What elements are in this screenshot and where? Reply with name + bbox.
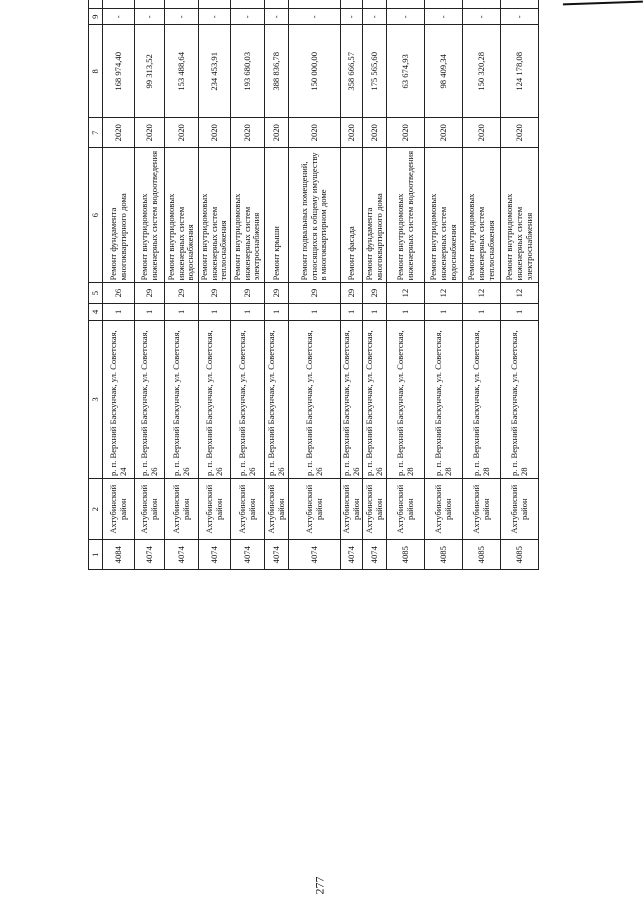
district-cell: Ахтубинский район: [231, 479, 265, 540]
table-row: [165, 0, 199, 570]
dash-2-cell: [387, 0, 425, 9]
cost-cell: 63 674,93: [387, 25, 425, 118]
object-code-cell: 4074: [165, 540, 199, 570]
table-row: [463, 0, 501, 570]
dash-1-cell: -: [387, 9, 425, 25]
cost-cell: 388 836,78: [265, 25, 289, 118]
apartments-cell: 29: [165, 283, 199, 303]
dash-1-cell: -: [425, 9, 463, 25]
header-cell-3: 3: [89, 320, 103, 478]
cost-cell: 153 488,64: [165, 25, 199, 118]
cost-cell: 99 313,52: [135, 25, 165, 118]
object-code-cell: 4074: [363, 540, 387, 570]
district-cell: Ахтубинский район: [135, 479, 165, 540]
year-cell: 2020: [363, 118, 387, 148]
apartments-cell: 29: [341, 283, 363, 303]
work-type-cell: Ремонт фасада: [341, 148, 363, 283]
year-cell: 2020: [199, 118, 231, 148]
dash-2-cell: [231, 0, 265, 9]
table-row: [363, 0, 387, 570]
header-cell-2: 2: [89, 479, 103, 540]
address-cell: р. п. Верхний Баскунчак, ул. Советская, 26: [165, 320, 199, 478]
dash-1-cell: -: [289, 9, 341, 25]
apartments-cell: 29: [363, 283, 387, 303]
apartments-cell: 29: [135, 283, 165, 303]
table-row: [387, 0, 425, 570]
year-cell: 2020: [265, 118, 289, 148]
address-cell: р. п. Верхний Баскунчак, ул. Советская, 26: [231, 320, 265, 478]
table-row: [135, 0, 165, 570]
page-number-text: 277: [312, 876, 327, 894]
table-body: [89, 0, 539, 570]
apartments-cell: 26: [103, 283, 135, 303]
cost-cell: 193 680,03: [231, 25, 265, 118]
dash-1-cell: -: [103, 9, 135, 25]
cost-cell: 168 974,40: [103, 25, 135, 118]
table-row: [425, 0, 463, 570]
year-cell: 2020: [231, 118, 265, 148]
object-code-cell: 4074: [135, 540, 165, 570]
district-cell: Ахтубинский район: [265, 479, 289, 540]
dash-2-cell: [103, 0, 135, 9]
district-cell: Ахтубинский район: [341, 479, 363, 540]
address-cell: р. п. Верхний Баскунчак, ул. Советская, 28: [387, 320, 425, 478]
header-cell-8: 8: [89, 25, 103, 118]
apartments-cell: 12: [501, 283, 539, 303]
apartments-cell: 29: [289, 283, 341, 303]
dash-2-cell: [363, 0, 387, 9]
number-cell: 1: [165, 303, 199, 320]
address-cell: р. п. Верхний Баскунчак, ул. Советская, 26: [363, 320, 387, 478]
dash-2-cell: [425, 0, 463, 9]
repair-schedule-table: [88, 0, 539, 570]
dash-1-cell: -: [231, 9, 265, 25]
district-cell: Ахтубинский район: [165, 479, 199, 540]
work-type-cell: Ремонт внутридомовых инженерных систем водоотведения: [387, 148, 425, 283]
table-row: [341, 0, 363, 570]
year-cell: 2020: [463, 118, 501, 148]
district-cell: Ахтубинский район: [363, 479, 387, 540]
object-code-cell: 4074: [341, 540, 363, 570]
cost-cell: 234 453,91: [199, 25, 231, 118]
cost-cell: 175 565,60: [363, 25, 387, 118]
number-cell: 1: [501, 303, 539, 320]
header-cell-7: 7: [89, 118, 103, 148]
header-cell-5: 5: [89, 283, 103, 303]
table-row: [265, 0, 289, 570]
dash-1-cell: -: [165, 9, 199, 25]
dash-2-cell: [199, 0, 231, 9]
district-cell: Ахтубинский район: [199, 479, 231, 540]
dash-1-cell: -: [265, 9, 289, 25]
table-row: [501, 0, 539, 570]
district-cell: Ахтубинский район: [289, 479, 341, 540]
dash-2-cell: [289, 0, 341, 9]
apartments-cell: 12: [463, 283, 501, 303]
number-cell: 1: [103, 303, 135, 320]
year-cell: 2020: [387, 118, 425, 148]
year-cell: 2020: [103, 118, 135, 148]
work-type-cell: Ремонт фундамента многоквартирного дома: [103, 148, 135, 283]
dash-2-cell: [341, 0, 363, 9]
page-number: [0, 876, 640, 894]
year-cell: 2020: [425, 118, 463, 148]
number-cell: 1: [289, 303, 341, 320]
year-cell: 2020: [165, 118, 199, 148]
cost-cell: 124 178,08: [501, 25, 539, 118]
dash-1-cell: -: [135, 9, 165, 25]
number-cell: 1: [387, 303, 425, 320]
apartments-cell: 29: [265, 283, 289, 303]
work-type-cell: Ремонт внутридомовых инженерных систем теплоснабжения: [199, 148, 231, 283]
header-cell-1: 1: [89, 540, 103, 570]
address-cell: р. п. Верхний Баскунчак, ул. Советская, 26: [135, 320, 165, 478]
cost-cell: 150 320,28: [463, 25, 501, 118]
district-cell: Ахтубинский район: [387, 479, 425, 540]
object-code-cell: 4085: [463, 540, 501, 570]
object-code-cell: 4074: [231, 540, 265, 570]
work-type-cell: Ремонт внутридомовых инженерных систем водоснабжения: [425, 148, 463, 283]
dash-2-cell: [265, 0, 289, 9]
table-row: [103, 0, 135, 570]
address-cell: р. п. Верхний Баскунчак, ул. Советская, 26: [289, 320, 341, 478]
apartments-cell: 12: [387, 283, 425, 303]
work-type-cell: Ремонт внутридомовых инженерных систем электроснабжения: [501, 148, 539, 283]
number-cell: 1: [231, 303, 265, 320]
dash-1-cell: -: [341, 9, 363, 25]
number-cell: 1: [363, 303, 387, 320]
year-cell: 2020: [289, 118, 341, 148]
district-cell: Ахтубинский район: [425, 479, 463, 540]
dash-2-cell: [165, 0, 199, 9]
header-row: [89, 0, 103, 570]
object-code-cell: 4074: [265, 540, 289, 570]
number-cell: 1: [463, 303, 501, 320]
cost-cell: 358 666,57: [341, 25, 363, 118]
object-code-cell: 4074: [199, 540, 231, 570]
number-cell: 1: [425, 303, 463, 320]
table-row: [231, 0, 265, 570]
district-cell: Ахтубинский район: [501, 479, 539, 540]
dash-1-cell: -: [199, 9, 231, 25]
address-cell: р. п. Верхний Баскунчак, ул. Советская, 28: [501, 320, 539, 478]
header-cell-9: 9: [89, 9, 103, 25]
work-type-cell: Ремонт внутридомовых инженерных систем теплоснабжения: [463, 148, 501, 283]
object-code-cell: 4085: [425, 540, 463, 570]
dash-1-cell: -: [501, 9, 539, 25]
work-type-cell: Ремонт фундамента многоквартирного дома: [363, 148, 387, 283]
year-cell: 2020: [341, 118, 363, 148]
address-cell: р. п. Верхний Баскунчак, ул. Советская, 24: [103, 320, 135, 478]
dash-2-cell: [463, 0, 501, 9]
rotated-table-frame: [88, 14, 598, 847]
year-cell: 2020: [501, 118, 539, 148]
number-cell: 1: [135, 303, 165, 320]
work-type-cell: Ремонт внутридомовых инженерных систем электроснабжения: [231, 148, 265, 283]
dash-1-cell: -: [363, 9, 387, 25]
dash-2-cell: [501, 0, 539, 9]
address-cell: р. п. Верхний Баскунчак, ул. Советская, 26: [265, 320, 289, 478]
work-type-cell: Ремонт подвальных помещений, относящихся к общему имуществу в многоквартирном доме: [289, 148, 341, 283]
district-cell: Ахтубинский район: [103, 479, 135, 540]
number-cell: 1: [341, 303, 363, 320]
address-cell: р. п. Верхний Баскунчак, ул. Советская, 28: [463, 320, 501, 478]
work-type-cell: Ремонт крыши: [265, 148, 289, 283]
object-code-cell: 4074: [289, 540, 341, 570]
object-code-cell: 4084: [103, 540, 135, 570]
object-code-cell: 4085: [501, 540, 539, 570]
address-cell: р. п. Верхний Баскунчак, ул. Советская, 26: [199, 320, 231, 478]
address-cell: р. п. Верхний Баскунчак, ул. Советская, 26: [341, 320, 363, 478]
dash-1-cell: -: [463, 9, 501, 25]
work-type-cell: Ремонт внутридомовых инженерных систем водоотведения: [135, 148, 165, 283]
work-type-cell: Ремонт внутридомовых инженерных систем водоснабжения: [165, 148, 199, 283]
header-cell-10: [89, 0, 103, 9]
dash-2-cell: [135, 0, 165, 9]
header-cell-4: 4: [89, 303, 103, 320]
apartments-cell: 29: [231, 283, 265, 303]
table-row: [199, 0, 231, 570]
district-cell: Ахтубинский район: [463, 479, 501, 540]
number-cell: 1: [265, 303, 289, 320]
number-cell: 1: [199, 303, 231, 320]
cost-cell: 98 409,34: [425, 25, 463, 118]
table-row: [289, 0, 341, 570]
cost-cell: 150 000,00: [289, 25, 341, 118]
apartments-cell: 12: [425, 283, 463, 303]
address-cell: р. п. Верхний Баскунчак, ул. Советская, 28: [425, 320, 463, 478]
apartments-cell: 29: [199, 283, 231, 303]
year-cell: 2020: [135, 118, 165, 148]
table-container: [88, 0, 598, 570]
object-code-cell: 4085: [387, 540, 425, 570]
header-cell-6: 6: [89, 148, 103, 283]
